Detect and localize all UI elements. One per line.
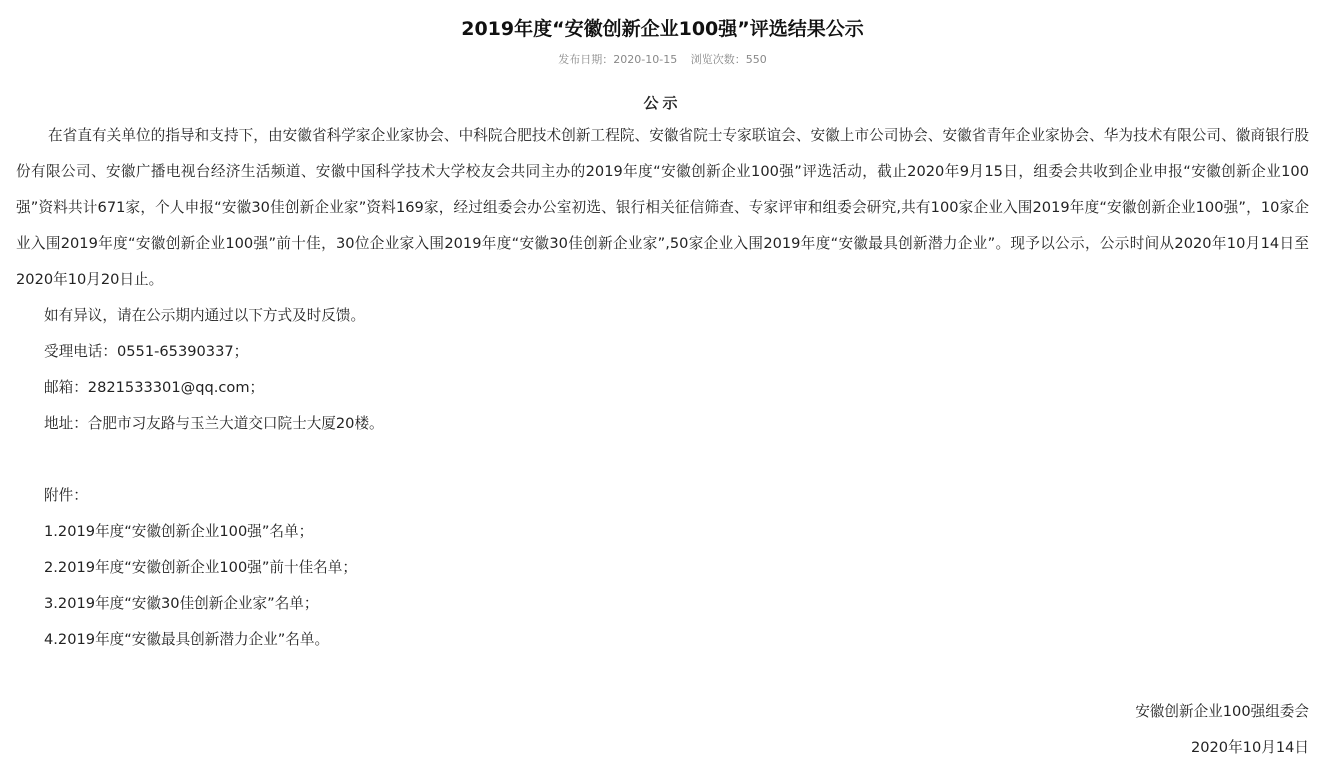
attachment-item: 2.2019年度“安徽创新企业100强”前十佳名单； bbox=[44, 559, 357, 576]
sign-date: 2020年10月14日 bbox=[1190, 739, 1309, 756]
main-paragraph: 在省直有关单位的指导和支持下，由安徽省科学家企业家协会、中科院合肥技术创新工程院、安徽省院士专家联谊会、安徽上市公司协会、安徽省青年企业家协会、华为技术有限公司、徽商银行股份有限公司、安徽广播电视台经济生活频道、安徽中国科学技术大学校友会共同主办的2019年度“安徽创新企业100强”评选活动，截止2020年9月15日，组委会共收到企业申报“安徽创新企业100强”资料共计671家，个人申报“安徽30佳创新企业家”资料169家，经过组委会办公室初选、银行相关征信筛查、专家评审和组委会研究,共有100家企业入围2019年度“安徽创新企业100强”，10家企业入围2019年度“安徽创新企业100强”前十佳，30位企业家入围2019年度“安徽30佳创新企业家”,50家企业入围2019年度“安徽最具创新潜力企业”。现予以公示，公示时间从2020年10月14日至2020年10月20日止。 bbox=[16, 127, 1309, 288]
page-title: 2019年度“安徽创新企业100强”评选结果公示 bbox=[461, 18, 864, 40]
article-body bbox=[0, 88, 1325, 766]
contact-email: 邮箱：2821533301@qq.com； bbox=[44, 379, 265, 396]
contact-address: 地址：合肥市习友路与玉兰大道交口院士大厦20楼。 bbox=[44, 415, 384, 432]
attachments-label: 附件： bbox=[44, 487, 88, 504]
article-meta bbox=[0, 52, 1325, 68]
attachment-item: 3.2019年度“安徽30佳创新企业家”名单； bbox=[44, 595, 319, 612]
attachment-item: 4.2019年度“安徽最具创新潜力企业”名单。 bbox=[44, 631, 330, 648]
view-count: 浏览次数：550 bbox=[690, 53, 767, 66]
signature: 安徽创新企业100强组委会 bbox=[1135, 703, 1309, 720]
publish-date: 发布日期：2020-10-15 bbox=[558, 53, 678, 66]
attachment-item: 1.2019年度“安徽创新企业100强”名单； bbox=[44, 523, 314, 540]
contact-phone: 受理电话：0551-65390337； bbox=[44, 343, 249, 360]
objection-text: 如有异议，请在公示期内通过以下方式及时反馈。 bbox=[44, 307, 366, 324]
notice-heading: 公示 bbox=[643, 94, 682, 112]
